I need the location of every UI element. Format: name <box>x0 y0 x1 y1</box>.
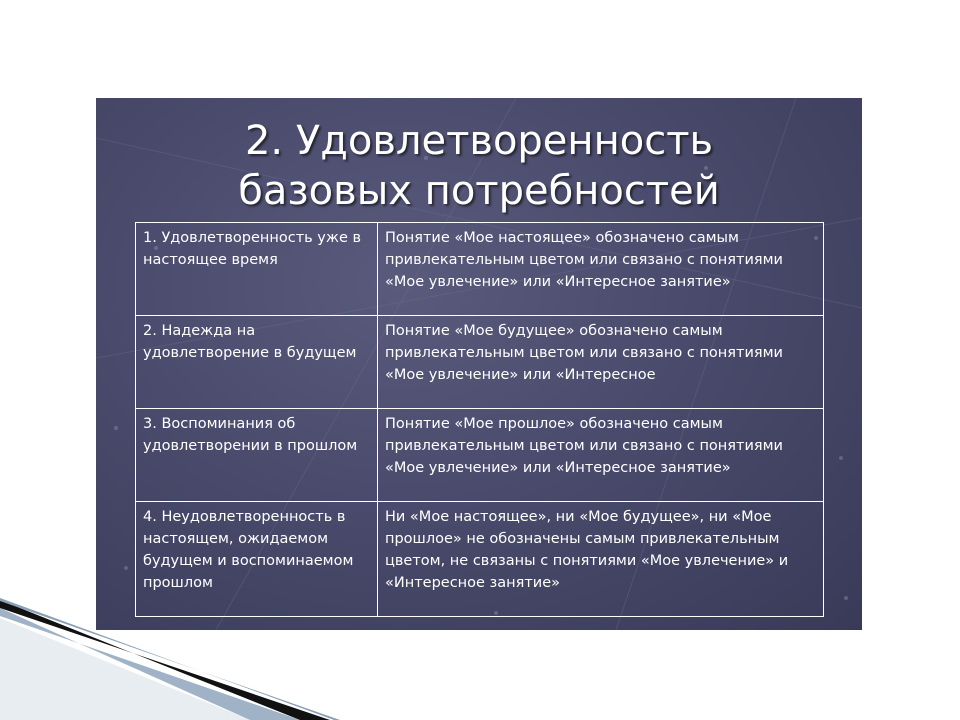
table-row <box>136 502 824 617</box>
criterion-cell: 2. Надежда на удовлетворение в будущем <box>136 316 378 409</box>
corner-light-wedge <box>0 618 250 720</box>
description-cell: Понятие «Мое настоящее» обозначено самым привлекательным цветом или связано с понятиями «Мое увлечение» или «Интересное занятие» <box>378 223 824 316</box>
table-row <box>136 223 824 316</box>
satisfaction-table <box>135 222 824 617</box>
table-row <box>136 409 824 502</box>
description-cell: Ни «Мое настоящее», ни «Мое будущее», ни «Мое прошлое» не обозначены самым привлекательным цветом, не связаны с понятиями «Мое увлечение» и «Интересное занятие» <box>378 502 824 617</box>
criterion-cell: 3. Воспоминания об удовлетворении в прошлом <box>136 409 378 502</box>
slide-panel <box>96 98 862 630</box>
slide-title-line-2: базовых потребностей <box>238 168 720 214</box>
table-row <box>136 316 824 409</box>
criterion-cell: 1. Удовлетворенность уже в настоящее время <box>136 223 378 316</box>
description-cell: Понятие «Мое будущее» обозначено самым привлекательным цветом или связано с понятиями «Мое увлечение» или «Интересное <box>378 316 824 409</box>
description-cell: Понятие «Мое прошлое» обозначено самым привлекательным цветом или связано с понятиями «Мое увлечение» или «Интересное занятие» <box>378 409 824 502</box>
slide-title <box>96 116 862 216</box>
slide-title-line-1: 2. Удовлетворенность <box>244 118 714 164</box>
criterion-cell: 4. Неудовлетворенность в настоящем, ожидаемом будущем и воспоминаемом прошлом <box>136 502 378 617</box>
